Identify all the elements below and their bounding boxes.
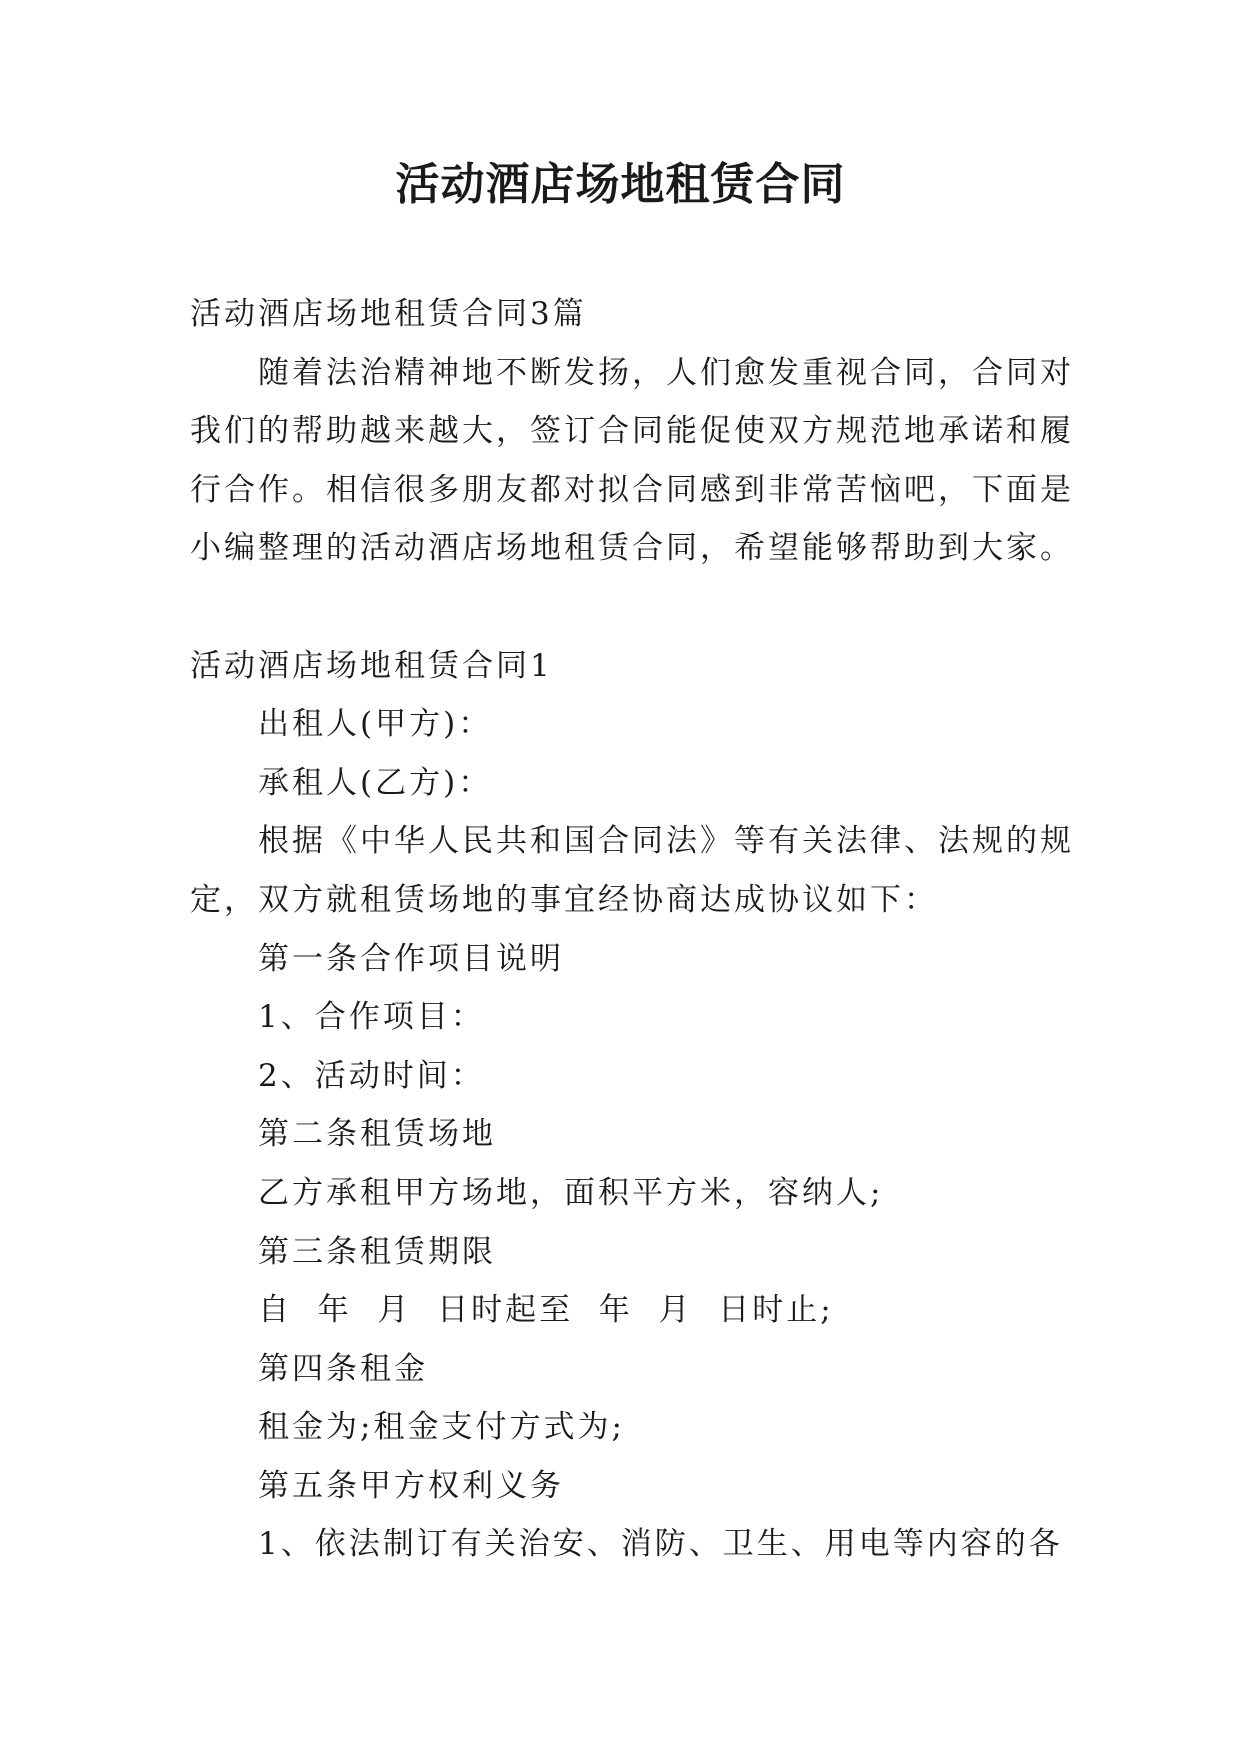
document-title: 活动酒店场地租赁合同 [395, 159, 846, 210]
article-3-title: 第三条租赁期限 [258, 1233, 496, 1270]
basis-paragraph-line: 根据《中华人民共和国合同法》等有关法律、法规的规 [258, 823, 1074, 860]
article-1-title: 第一条合作项目说明 [258, 940, 564, 977]
article-1-item: 2、活动时间： [258, 1057, 485, 1094]
article-5-item: 1、依法制订有关治安、消防、卫生、用电等内容的各 [258, 1526, 1063, 1563]
article-2-title: 第二条租赁场地 [258, 1116, 496, 1153]
article-4-title: 第四条租金 [258, 1350, 428, 1387]
article-5-title: 第五条甲方权利义务 [258, 1467, 564, 1504]
article-4-text: 租金为;租金支付方式为; [258, 1409, 625, 1446]
intro-paragraph-line: 我们的帮助越来越大，签订合同能促使双方规范地承诺和履 [190, 413, 1074, 450]
intro-paragraph-line: 小编整理的活动酒店场地租赁合同，希望能够帮助到大家。 [190, 530, 1074, 567]
article-1-item: 1、合作项目： [258, 999, 485, 1036]
intro-heading: 活动酒店场地租赁合同3篇 [190, 296, 587, 332]
lessor-field: 出租人(甲方)： [258, 706, 493, 743]
intro-paragraph-line: 行合作。相信很多朋友都对拟合同感到非常苦恼吧，下面是 [190, 471, 1074, 508]
intro-paragraph-line: 随着法治精神地不断发扬，人们愈发重视合同，合同对 [258, 354, 1074, 391]
basis-paragraph-line: 定，双方就租赁场地的事宜经协商达成协议如下： [190, 881, 938, 918]
paragraph-spacer [190, 578, 1070, 637]
article-3-text: 自 年 月 日时起至 年 月 日时止; [258, 1292, 834, 1329]
document-body [190, 285, 1074, 1574]
lessee-field: 承租人(乙方)： [258, 764, 493, 801]
article-2-text: 乙方承租甲方场地，面积平方米，容纳人; [258, 1174, 884, 1211]
contract-heading: 活动酒店场地租赁合同1 [190, 647, 553, 684]
